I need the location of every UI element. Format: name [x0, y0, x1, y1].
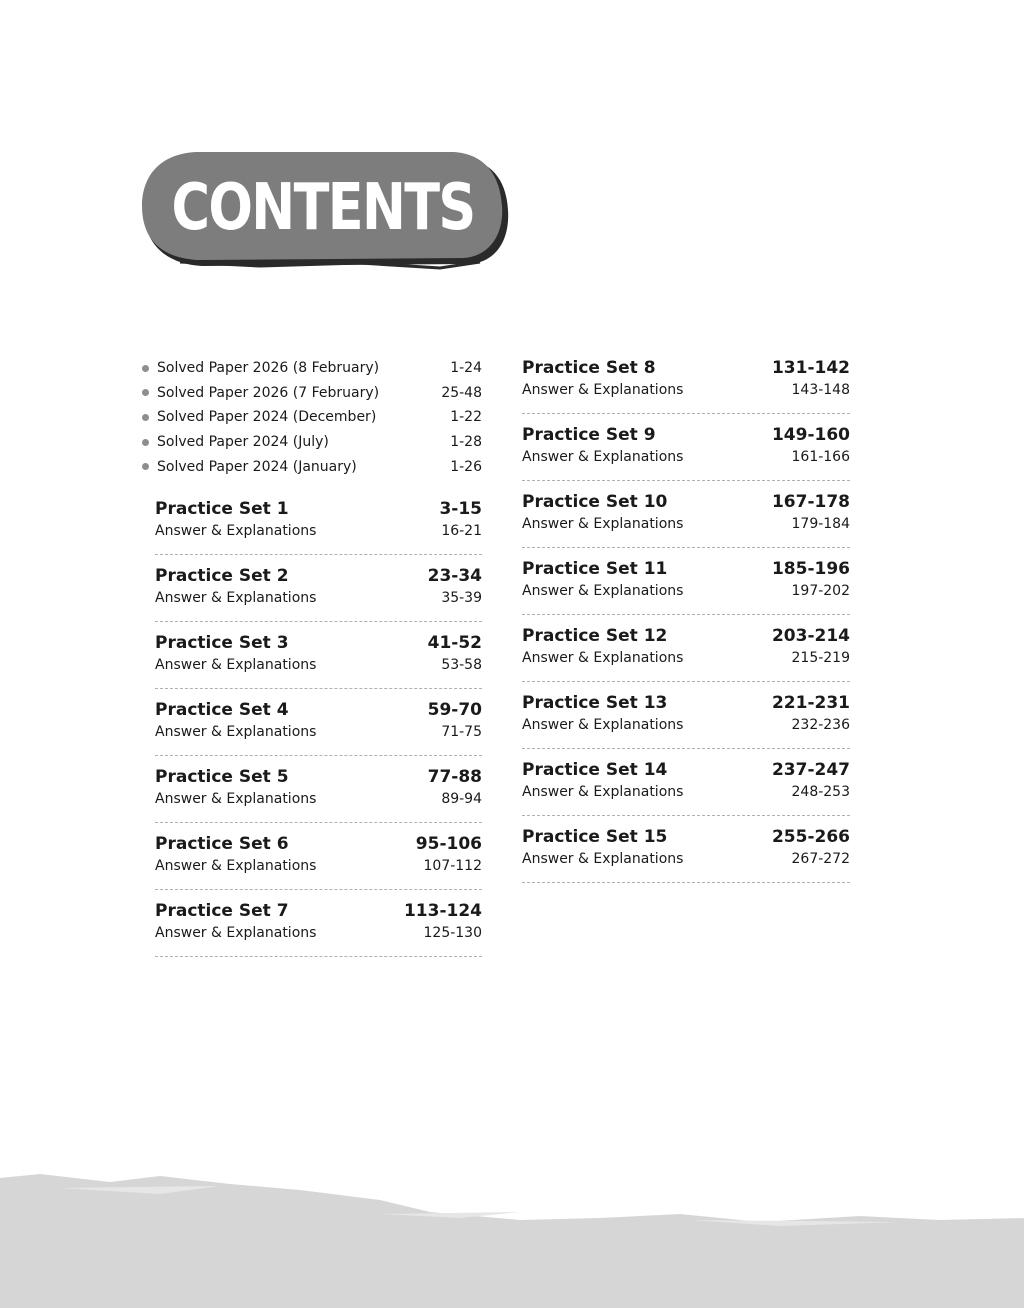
- practice-set-pages: 23-34: [427, 565, 482, 586]
- list-item[interactable]: [140, 430, 482, 455]
- solved-paper-pages: 1-24: [450, 360, 482, 377]
- practice-set-pages: 149-160: [771, 425, 850, 445]
- practice-set-pages: 77-88: [427, 766, 482, 787]
- answer-pages: 107-112: [423, 857, 482, 874]
- answer-pages: 125-130: [423, 924, 482, 941]
- practice-set-pages: 185-196: [771, 559, 850, 579]
- answer-label: Answer & Explanations: [522, 382, 684, 398]
- answer-label: Answer & Explanations: [522, 449, 684, 465]
- list-item[interactable]: [140, 381, 482, 406]
- answer-pages: 267-272: [791, 851, 850, 867]
- practice-set-title: Practice Set 12: [522, 626, 668, 646]
- solved-paper-label: Solved Paper 2024 (July): [157, 434, 329, 451]
- practice-sets-left: [140, 497, 482, 957]
- practice-set-entry[interactable]: [522, 691, 850, 749]
- practice-sets-right: [522, 356, 850, 883]
- practice-set-title: Practice Set 8: [522, 358, 656, 378]
- contents-banner: [140, 150, 512, 272]
- solved-papers-list: [140, 356, 482, 479]
- practice-set-title: Practice Set 1: [155, 498, 289, 519]
- practice-set-entry[interactable]: [155, 564, 482, 622]
- practice-set-entry[interactable]: [155, 631, 482, 689]
- answer-label: Answer & Explanations: [155, 723, 317, 740]
- answer-pages: 248-253: [791, 784, 850, 800]
- list-item[interactable]: [140, 454, 482, 479]
- answer-label: Answer & Explanations: [522, 583, 684, 599]
- solved-paper-label: Solved Paper 2026 (8 February): [157, 360, 380, 377]
- solved-paper-label: Solved Paper 2024 (January): [157, 458, 357, 475]
- practice-set-entry[interactable]: [522, 758, 850, 816]
- practice-set-entry[interactable]: [155, 899, 482, 957]
- practice-set-entry[interactable]: [522, 557, 850, 615]
- practice-set-pages: 113-124: [403, 900, 482, 921]
- bullet-icon: [142, 389, 149, 396]
- practice-set-pages: 255-266: [771, 827, 850, 847]
- answer-pages: 89-94: [441, 790, 482, 807]
- page-title: CONTENTS: [171, 171, 475, 245]
- answer-pages: 53-58: [441, 656, 482, 673]
- answer-pages: 232-236: [791, 717, 850, 733]
- practice-set-entry[interactable]: [155, 832, 482, 890]
- practice-set-pages: 221-231: [771, 693, 850, 713]
- answer-pages: 179-184: [791, 516, 850, 532]
- practice-set-entry[interactable]: [155, 698, 482, 756]
- practice-set-title: Practice Set 13: [522, 693, 668, 713]
- practice-set-pages: 3-15: [439, 498, 482, 519]
- solved-paper-pages: 1-28: [450, 434, 482, 451]
- practice-set-title: Practice Set 5: [155, 766, 289, 787]
- list-item[interactable]: [140, 356, 482, 381]
- practice-set-entry[interactable]: [522, 356, 850, 414]
- practice-set-entry[interactable]: [522, 490, 850, 548]
- bullet-icon: [142, 463, 149, 470]
- answer-label: Answer & Explanations: [155, 790, 317, 807]
- practice-set-entry[interactable]: [522, 423, 850, 481]
- brush-stroke-footer: [0, 1160, 1024, 1308]
- answer-label: Answer & Explanations: [155, 656, 317, 673]
- practice-set-title: Practice Set 6: [155, 833, 289, 854]
- practice-set-pages: 237-247: [771, 760, 850, 780]
- practice-set-title: Practice Set 14: [522, 760, 668, 780]
- answer-label: Answer & Explanations: [522, 717, 684, 733]
- answer-label: Answer & Explanations: [522, 650, 684, 666]
- answer-pages: 143-148: [791, 382, 850, 398]
- answer-pages: 215-219: [791, 650, 850, 666]
- practice-set-entry[interactable]: [155, 497, 482, 555]
- practice-set-title: Practice Set 15: [522, 827, 668, 847]
- solved-paper-pages: 1-22: [450, 409, 482, 426]
- answer-label: Answer & Explanations: [155, 522, 317, 539]
- answer-label: Answer & Explanations: [522, 784, 684, 800]
- answer-pages: 71-75: [441, 723, 482, 740]
- list-item[interactable]: [140, 405, 482, 430]
- practice-set-title: Practice Set 11: [522, 559, 668, 579]
- practice-set-title: Practice Set 4: [155, 699, 289, 720]
- practice-set-entry[interactable]: [155, 765, 482, 823]
- practice-set-entry[interactable]: [522, 624, 850, 682]
- answer-pages: 16-21: [441, 522, 482, 539]
- practice-set-entry[interactable]: [522, 825, 850, 883]
- practice-set-title: Practice Set 9: [522, 425, 656, 445]
- practice-set-title: Practice Set 2: [155, 565, 289, 586]
- contents-column-right: [522, 356, 850, 883]
- answer-pages: 161-166: [791, 449, 850, 465]
- bullet-icon: [142, 414, 149, 421]
- solved-paper-label: Solved Paper 2024 (December): [157, 409, 377, 426]
- answer-pages: 197-202: [791, 583, 850, 599]
- practice-set-pages: 59-70: [427, 699, 482, 720]
- answer-label: Answer & Explanations: [155, 924, 317, 941]
- answer-label: Answer & Explanations: [522, 851, 684, 867]
- practice-set-pages: 131-142: [771, 358, 850, 378]
- contents-column-left: [140, 356, 482, 957]
- practice-set-pages: 203-214: [771, 626, 850, 646]
- bullet-icon: [142, 365, 149, 372]
- bullet-icon: [142, 439, 149, 446]
- practice-set-pages: 95-106: [415, 833, 482, 854]
- practice-set-title: Practice Set 10: [522, 492, 668, 512]
- solved-paper-label: Solved Paper 2026 (7 February): [157, 384, 380, 401]
- answer-label: Answer & Explanations: [155, 589, 317, 606]
- solved-paper-pages: 25-48: [441, 384, 482, 401]
- answer-label: Answer & Explanations: [522, 516, 684, 532]
- answer-label: Answer & Explanations: [155, 857, 317, 874]
- practice-set-title: Practice Set 7: [155, 900, 289, 921]
- practice-set-pages: 41-52: [427, 632, 482, 653]
- practice-set-pages: 167-178: [771, 492, 850, 512]
- answer-pages: 35-39: [441, 589, 482, 606]
- solved-paper-pages: 1-26: [450, 458, 482, 475]
- practice-set-title: Practice Set 3: [155, 632, 289, 653]
